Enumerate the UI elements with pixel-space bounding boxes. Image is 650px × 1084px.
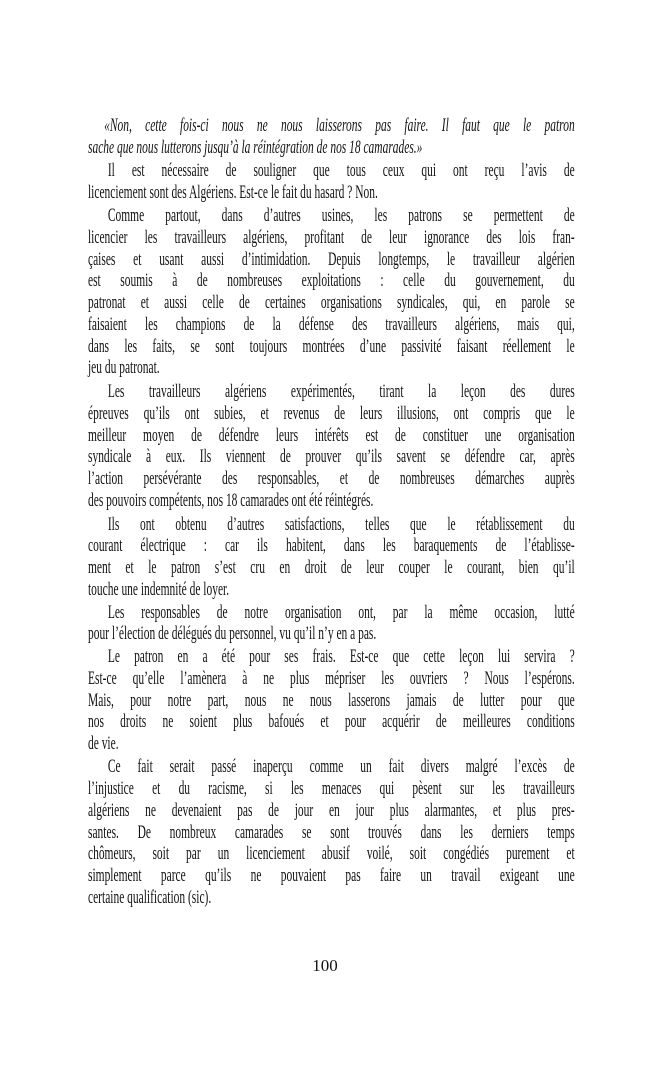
text-line [88,888,575,910]
paragraph [88,757,575,909]
text-line [88,228,575,250]
text-line-content: Le patron en a été pour ses frais. Est-ce que cette leçon lui servira ? [107,647,575,667]
text-line-content: des pouvoirs compétents, nos 18 camarades ont été réintégrés. [88,490,374,511]
paragraph [88,206,575,380]
paragraph [88,603,575,647]
text-line [88,624,575,646]
text-line-content: pour l’élection de délégués du personnel, vu qu’il n’y en a pas. [88,624,377,645]
text-line-content: licencier les travailleurs algériens, profitant de leur ignorance des lois fran- [88,227,575,248]
text-line [88,603,575,625]
text-line-content: de vie. [88,734,119,754]
text-line [88,515,575,537]
text-line [88,358,575,380]
text-line-content: licenciement sont des Algériens. Est-ce le fait du hasard ? Non. [88,182,378,203]
text-line-content: dans les faits, se sont toujours montrées d’une passivité faisant réellement le [88,336,575,357]
text-line [88,206,575,228]
text-line-content: Comme partout, dans d’autres usines, les patrons se permettent de [107,206,575,226]
text-line [88,580,575,602]
text-line-content: Ils ont obtenu d’autres satisfactions, telles que le rétablissement du [107,514,575,535]
text-line-content: syndicale à eux. Ils viennent de prouver qu’ils savent se défendre car, après [88,447,575,468]
text-line [88,161,575,183]
text-line [88,491,575,513]
text-line [88,250,575,272]
text-line [88,647,575,669]
text-line [88,757,575,779]
text-line [88,779,575,801]
text-line-content: courant électrique : car ils habitent, dans les baraquements de l’établisse- [88,536,575,557]
text-line-content: jeu du patronat. [88,358,160,379]
text-line [88,382,575,404]
text-line [88,734,575,756]
text-line-content: l’action persévérante des responsables, et de nombreuses démarches auprès [88,469,575,489]
text-line-content: ment et le patron s’est cru en droit de leur couper le courant, bien qu’il [88,558,575,578]
text-line [88,558,575,580]
paragraph [88,161,575,205]
text-line-content: çaises et usant aussi d’intimidation. Depuis longtemps, le travailleur algérien [88,249,575,270]
text-line-content: sache que nous lutterons jusqu’à la réintégration de nos 18 camarades.» [88,137,423,158]
body-text [88,116,575,910]
text-line [88,801,575,823]
text-line [88,536,575,558]
text-line [88,823,575,845]
text-line-content: chômeurs, soit par un licenciement abusif voilé, soit congédiés purement et [88,844,575,865]
text-line [88,138,575,160]
text-line [88,293,575,315]
page-number: 100 [312,956,338,975]
text-line-content: meilleur moyen de défendre leurs intérêts est de constituer une organisation [88,425,575,446]
text-line-content: Ce fait serait passé inaperçu comme un fait divers malgré l’excès de [107,757,575,778]
text-line [88,315,575,337]
text-line-content: Mais, pour notre part, nous ne nous lasserons jamais de lutter pour que [88,690,575,711]
text-line [88,866,575,888]
text-line-content: nos droits ne soient plus bafoués et pour acquérir de meilleures conditions [88,712,575,733]
text-line [88,404,575,426]
text-line-content: simplement parce qu’ils ne pouvaient pas faire un travail exigeant une [88,866,575,886]
text-line-content: Est-ce qu’elle l’amènera à ne plus mépriser les ouvriers ? Nous l’espérons. [88,668,575,689]
paragraph [88,382,575,513]
text-line [88,183,575,205]
text-line-content: certaine qualification (sic). [88,887,212,908]
text-line-content: patronat et aussi celle de certaines organisations syndicales, qui, en parole se [88,293,575,313]
text-line-content: Les travailleurs algériens expérimentés, tirant la leçon des dures [107,382,575,402]
text-line-content: santes. De nombreux camarades se sont trouvés dans les derniers temps [88,822,575,843]
text-line [88,844,575,866]
text-line [88,426,575,448]
text-line [88,337,575,359]
text-line-content: est soumis à de nombreuses exploitations : celle du gouvernement, du [88,271,575,292]
text-line-content: faisaient les champions de la défense des travailleurs algériens, mais qui, [88,314,575,335]
text-line-content: Les responsables de notre organisation ont, par la même occasion, lutté [107,602,575,623]
text-line-content: Il est nécessaire de souligner que tous ceux qui ont reçu l’avis de [107,161,575,181]
text-line [88,447,575,469]
text-line [88,691,575,713]
quote-paragraph [88,116,575,160]
text-line-content: épreuves qu’ils ont subies, et revenus de leurs illusions, ont compris que le [88,403,575,424]
text-line [88,669,575,691]
text-line [88,116,575,138]
text-line-content: «Non, cette fois-ci nous ne nous laisserons pas faire. Il faut que le patron [104,116,575,136]
paragraph [88,647,575,756]
paragraph [88,515,575,602]
text-line [88,469,575,491]
text-line-content: touche une indemnité de loyer. [88,579,230,600]
text-line-content: l’injustice et du racisme, si les menaces qui pèsent sur les travailleurs [88,779,575,799]
text-line-content: algériens ne devenaient pas de jour en jour plus alarmantes, et plus pres- [88,800,575,821]
text-line [88,271,575,293]
text-line [88,712,575,734]
